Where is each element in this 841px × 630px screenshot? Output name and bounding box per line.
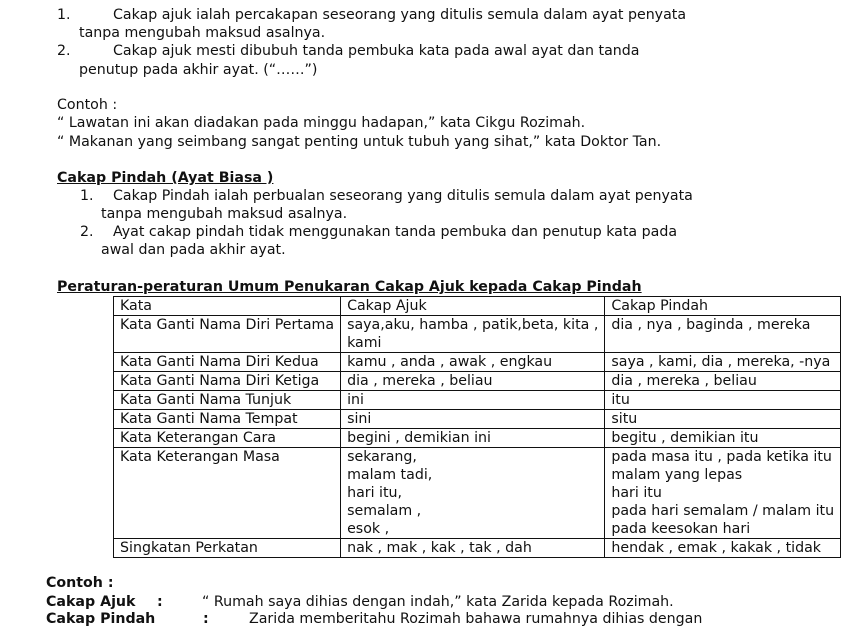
list-item-text: Cakap Pindah ialah perbualan seseorang yang ditulis semula dalam ayat penyata [113, 188, 693, 204]
cell-line: pada keesokan hari [611, 521, 751, 537]
cell-line: pada hari semalam / malam itu [611, 503, 835, 519]
cell-ajuk [341, 316, 605, 353]
table-header-row [114, 297, 841, 316]
cell-kata: Kata Keterangan Cara [114, 429, 341, 448]
cell-kata: Kata Ganti Nama Diri Kedua [114, 353, 341, 372]
example-heading: Contoh : [57, 97, 118, 113]
cell-kata: Kata Ganti Nama Tempat [114, 410, 341, 429]
list-item-text: Cakap ajuk ialah percakapan seseorang yang ditulis semula dalam ayat penyata [113, 7, 687, 23]
section-heading-cakap-pindah: Cakap Pindah (Ayat Biasa ) [57, 170, 274, 186]
cell-line: esok , [347, 521, 390, 537]
cell-pindah: situ [605, 410, 841, 429]
cell-pindah: itu [605, 391, 841, 410]
cell-pindah: begitu , demikian itu [605, 429, 841, 448]
cell-kata: Kata Ganti Nama Diri Pertama [114, 316, 341, 353]
column-header-cakap-ajuk: Cakap Ajuk [341, 297, 605, 316]
table-row [114, 391, 841, 410]
cell-ajuk: nak , mak , kak , tak , dah [341, 539, 605, 558]
cell-kata: Kata Keterangan Masa [114, 448, 341, 539]
cell-pindah: saya , kami, dia , mereka, -nya [605, 353, 841, 372]
cakap-pindah-label: Cakap Pindah [46, 611, 156, 627]
table-row [114, 539, 841, 558]
cell-line: malam yang lepas [611, 467, 743, 483]
list-item-text: penutup pada akhir ayat. (“……”) [79, 62, 318, 78]
cell-kata: Kata Ganti Nama Tunjuk [114, 391, 341, 410]
cell-line: hari itu [611, 485, 662, 501]
cakap-pindah-colon: : [203, 611, 209, 627]
cell-line: kami [347, 335, 382, 351]
cell-pindah: dia , mereka , beliau [605, 372, 841, 391]
cakap-ajuk-example: “ Rumah saya dihias dengan indah,” kata Zarida kepada Rozimah. [202, 594, 674, 610]
column-header-cakap-pindah: Cakap Pindah [605, 297, 841, 316]
list-item-text: awal dan pada akhir ayat. [101, 242, 286, 258]
section-heading-peraturan: Peraturan-peraturan Umum Penukaran Cakap Ajuk kepada Cakap Pindah [57, 279, 642, 295]
list-item-number: 2. [80, 224, 94, 240]
list-item-number: 2. [57, 43, 71, 59]
list-item-number: 1. [57, 7, 71, 23]
cell-pindah [605, 448, 841, 539]
cell-kata: Singkatan Perkatan [114, 539, 341, 558]
table-row [114, 448, 841, 539]
table-row [114, 353, 841, 372]
table-row [114, 410, 841, 429]
cell-pindah: dia , nya , baginda , mereka [605, 316, 841, 353]
cell-ajuk: kamu , anda , awak , engkau [341, 353, 605, 372]
example-heading-2: Contoh : [46, 575, 114, 591]
list-item-text: Cakap ajuk mesti dibubuh tanda pembuka kata pada awal ayat dan tanda [113, 43, 640, 59]
cell-line: malam tadi, [347, 467, 433, 483]
cakap-pindah-example: Zarida memberitahu Rozimah bahawa rumahnya dihias dengan [249, 611, 703, 627]
cell-ajuk [341, 448, 605, 539]
list-item-number: 1. [80, 188, 94, 204]
column-header-kata: Kata [114, 297, 341, 316]
table-row [114, 372, 841, 391]
list-item-text: Ayat cakap pindah tidak menggunakan tanda pembuka dan penutup kata pada [113, 224, 678, 240]
cell-ajuk: ini [341, 391, 605, 410]
rules-table [113, 296, 841, 558]
cell-line: pada masa itu , pada ketika itu [611, 449, 832, 465]
table-row [114, 429, 841, 448]
list-item-text: tanpa mengubah maksud asalnya. [79, 25, 326, 41]
cell-line: saya,aku, hamba , patik,beta, kita , [347, 317, 599, 333]
cakap-ajuk-colon: : [157, 594, 163, 610]
cell-line: semalam , [347, 503, 422, 519]
example-line: “ Makanan yang seimbang sangat penting untuk tubuh yang sihat,” kata Doktor Tan. [57, 134, 662, 150]
table-row [114, 316, 841, 353]
list-item-text: tanpa mengubah maksud asalnya. [101, 206, 348, 222]
cell-ajuk: dia , mereka , beliau [341, 372, 605, 391]
cell-kata: Kata Ganti Nama Diri Ketiga [114, 372, 341, 391]
example-line: “ Lawatan ini akan diadakan pada minggu hadapan,” kata Cikgu Rozimah. [57, 115, 586, 131]
cell-ajuk: begini , demikian ini [341, 429, 605, 448]
cell-pindah: hendak , emak , kakak , tidak [605, 539, 841, 558]
cell-line: sekarang, [347, 449, 417, 465]
cakap-ajuk-label: Cakap Ajuk [46, 594, 136, 610]
cell-line: hari itu, [347, 485, 403, 501]
cell-ajuk: sini [341, 410, 605, 429]
